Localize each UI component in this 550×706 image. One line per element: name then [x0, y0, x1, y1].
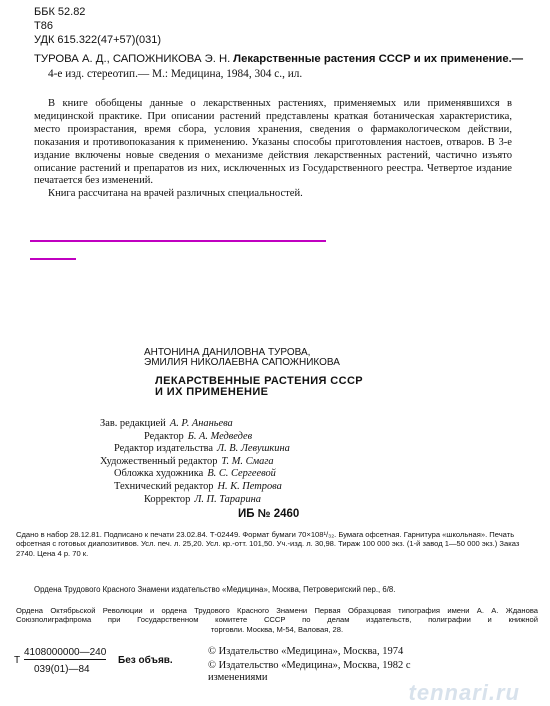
credit-row: Редактор Б. А. Медведев: [144, 430, 253, 442]
credits-list: [100, 418, 400, 506]
bib-rest: 4-е изд. стереотип.— М.: Медицина, 1984, 304 с., ил.: [48, 68, 303, 80]
credit-row: Корректор Л. П. Тарарина: [144, 493, 261, 505]
copyright-1982: © Издательство «Медицина», Москва, 1982 с изменениями: [208, 660, 411, 683]
code-suffix: Без объяв.: [118, 655, 173, 666]
credit-row: Обложка художника В. С. Сергеевой: [114, 468, 276, 480]
book-title-line-2: И ИХ ПРИМЕНЕНИЕ: [155, 386, 269, 398]
highlight-underline: [30, 240, 326, 242]
annotation-paragraph: В книге обобщены данные о лекарственных растениях, применяемых или применявшихся в медицинской практике. При описании растений представлены краткая ботаническая характеристика, место произрастания, время сбора, условия хранения, сведения о фармакологическом действии, показания и противопоказания к применению. Указаны способы приготовления настоев, отваров. В 3-е издание включены новые сведения о механизме действия лекарственных растений, частично изъято описание растений и препаратов из них, исключенных из Государственного реестра. Четвертое издание печатается без изменений.: [34, 98, 512, 187]
bib-authors: ТУРОВА А. Д., САПОЖНИКОВА Э. Н.: [34, 53, 231, 65]
credit-row: Технический редактор Н. К. Петрова: [114, 480, 282, 492]
printer-info: [16, 606, 538, 634]
technical-details: Сдано в набор 28.12.81. Подписано к печати 23.02.84. Т-02449. Формат бумаги 70×108¹/₃₂. Бумага офсетная. Гарнитура «школьная». Печать офсетная с готовых диапозитивов. Усл. печ. л. 25,20. Усл. кр.-отт. 101,50. Уч.-изд. л. 30,98. Тираж 100 000 экз. (1-й завод 1—50 000 экз.) Заказ 2740. Цена 4 р. 70 к.: [16, 530, 520, 558]
book-title-line-1: ЛЕКАРСТВЕННЫЕ РАСТЕНИЯ СССР: [155, 375, 364, 387]
credit-row: Зав. редакцией А. Р. Ананьева: [100, 418, 233, 429]
ib-number: ИБ № 2460: [238, 508, 300, 520]
author-1: АНТОНИНА ДАНИЛОВНА ТУРОВА,: [144, 347, 311, 358]
printer-line-2: торговли. Москва, М-54, Валовая, 28.: [210, 624, 344, 634]
annotation: [34, 98, 512, 201]
printer-line-1: Ордена Октябрьской Революции и ордена Трудового Красного Знамени Первая Образцовая типография имени А. А. Жданова Союзполиграфпрома при Государственном комитете СССР по делам издательств, полиграфии и книжной: [16, 606, 538, 625]
code-numerator: 4108000000—240: [24, 647, 107, 658]
bbk-code: ББК 52.82: [34, 6, 86, 18]
code-denominator: 039(01)—84: [34, 664, 90, 675]
highlight-underline-2: [30, 258, 76, 260]
copyright-1974: © Издательство «Медицина», Москва, 1974: [208, 646, 404, 657]
watermark-logo: tennari.ru: [408, 680, 520, 705]
annotation-audience: Книга рассчитана на врачей различных специальностей.: [48, 188, 303, 200]
credit-row: Художественный редактор Т. М. Смага: [100, 455, 274, 467]
udk-code: УДК 615.322(47+57)(031): [34, 34, 162, 46]
code-prefix: Т: [14, 655, 21, 666]
bibliographic-record: [34, 52, 524, 82]
book-title: [155, 376, 363, 398]
author-mark: Т86: [34, 20, 53, 32]
author-2: ЭМИЛИЯ НИКОЛАЕВНА САПОЖНИКОВА: [144, 357, 340, 368]
publisher-line: Ордена Трудового Красного Знамени издательство «Медицина», Москва, Петроверигский пер., 6/8.: [34, 585, 396, 594]
credit-row: Редактор издательства Л. В. Левушкина: [114, 443, 290, 455]
bib-title: Лекарственные растения СССР и их применение.—: [233, 53, 524, 65]
authors-full: [144, 348, 340, 368]
